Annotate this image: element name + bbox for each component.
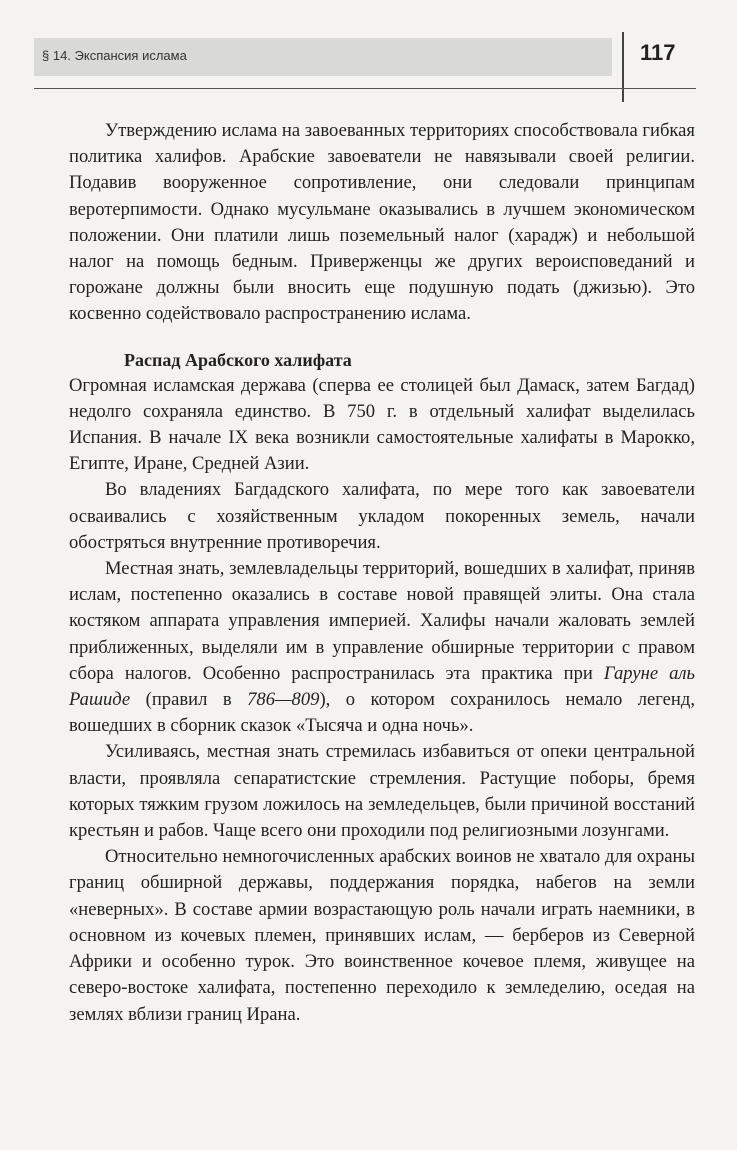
- paragraph-3-mid: (правил в: [130, 689, 248, 711]
- paragraph-5: Относительно немногочисленных арабских воинов не хватало для охраны границ обширной державы, поддержания порядка, набегов на земли «неверных». В составе армии возрастающую роль начали играть наемники, в основном из кочевых племен, принявших ислам, — берберов из Северной Африки и особенно турок. Это воинственное кочевое племя, живущее на северо-востоке халифата, постепенно переходило к земледелию, оседая на землях вблизи границ Ирана.: [69, 846, 695, 1025]
- ruler-name: Гаруне аль Рашиде: [69, 662, 695, 711]
- page-body: [69, 118, 695, 1028]
- paragraph-3: [69, 556, 695, 739]
- paragraph-1: Огромная исламская держава (сперва ее столицей был Дамаск, затем Багдад) недолго сохраняла единство. В 750 г. в отдельный халифат выделилась Испания. В начале IX века возникли самостоятельные халифаты в Марокко, Египте, Иране, Средней Азии.: [69, 374, 695, 475]
- paragraph-3-start: Местная знать, землевладельцы территорий, вошедших в халифат, приняв ислам, постепенно оказались в составе новой правящей элиты. Она стала костяком аппарата управления империей. Халифы начали жаловать землей приближенных, выделяли им в управление обширные территории с правом сбора налогов. Особенно распространилась эта практика при: [69, 558, 695, 684]
- intro-paragraph: Утверждению ислама на завоеванных территориях способствовала гибкая политика халифов. Арабские завоеватели не навязывали своей религии. Подавив вооруженное сопротивление, они следовали принципам веротерпимости. Однако мусульмане оказывались в лучшем экономическом положении. Они платили лишь поземельный налог (харадж) и небольшой налог на помощь бедным. Приверженцы же других вероисповеданий и горожане должны были вносить еще подушную подать (джизью). Это косвенно содействовало распространению ислама.: [69, 120, 695, 325]
- page-number: 117: [640, 40, 676, 65]
- paragraph-4: Усиливаясь, местная знать стремилась избавиться от опеки центральной власти, проявляла сепаратистские стремления. Растущие поборы, бремя которых тяжким грузом ложилось на земледельцев, были причиной восстаний крестьян и рабов. Чаще всего они проходили под религиозными лозунгами.: [69, 741, 695, 842]
- section-title: § 14. Экспансия ислама: [42, 48, 187, 63]
- header-divider: [622, 32, 624, 102]
- reign-years: 786—809: [247, 689, 320, 711]
- paragraph-3-end: ), о котором сохранилось немало легенд, вошедших в сборник сказок «Тысяча и одна ночь».: [69, 689, 695, 737]
- paragraph-2: Во владениях Багдадского халифата, по мере того как завоеватели осваивались с хозяйственным укладом покоренных земель, начали обостряться внутренние противоречия.: [69, 479, 695, 553]
- section-heading: Распад Арабского халифата: [124, 349, 352, 370]
- header-rule: [34, 88, 696, 89]
